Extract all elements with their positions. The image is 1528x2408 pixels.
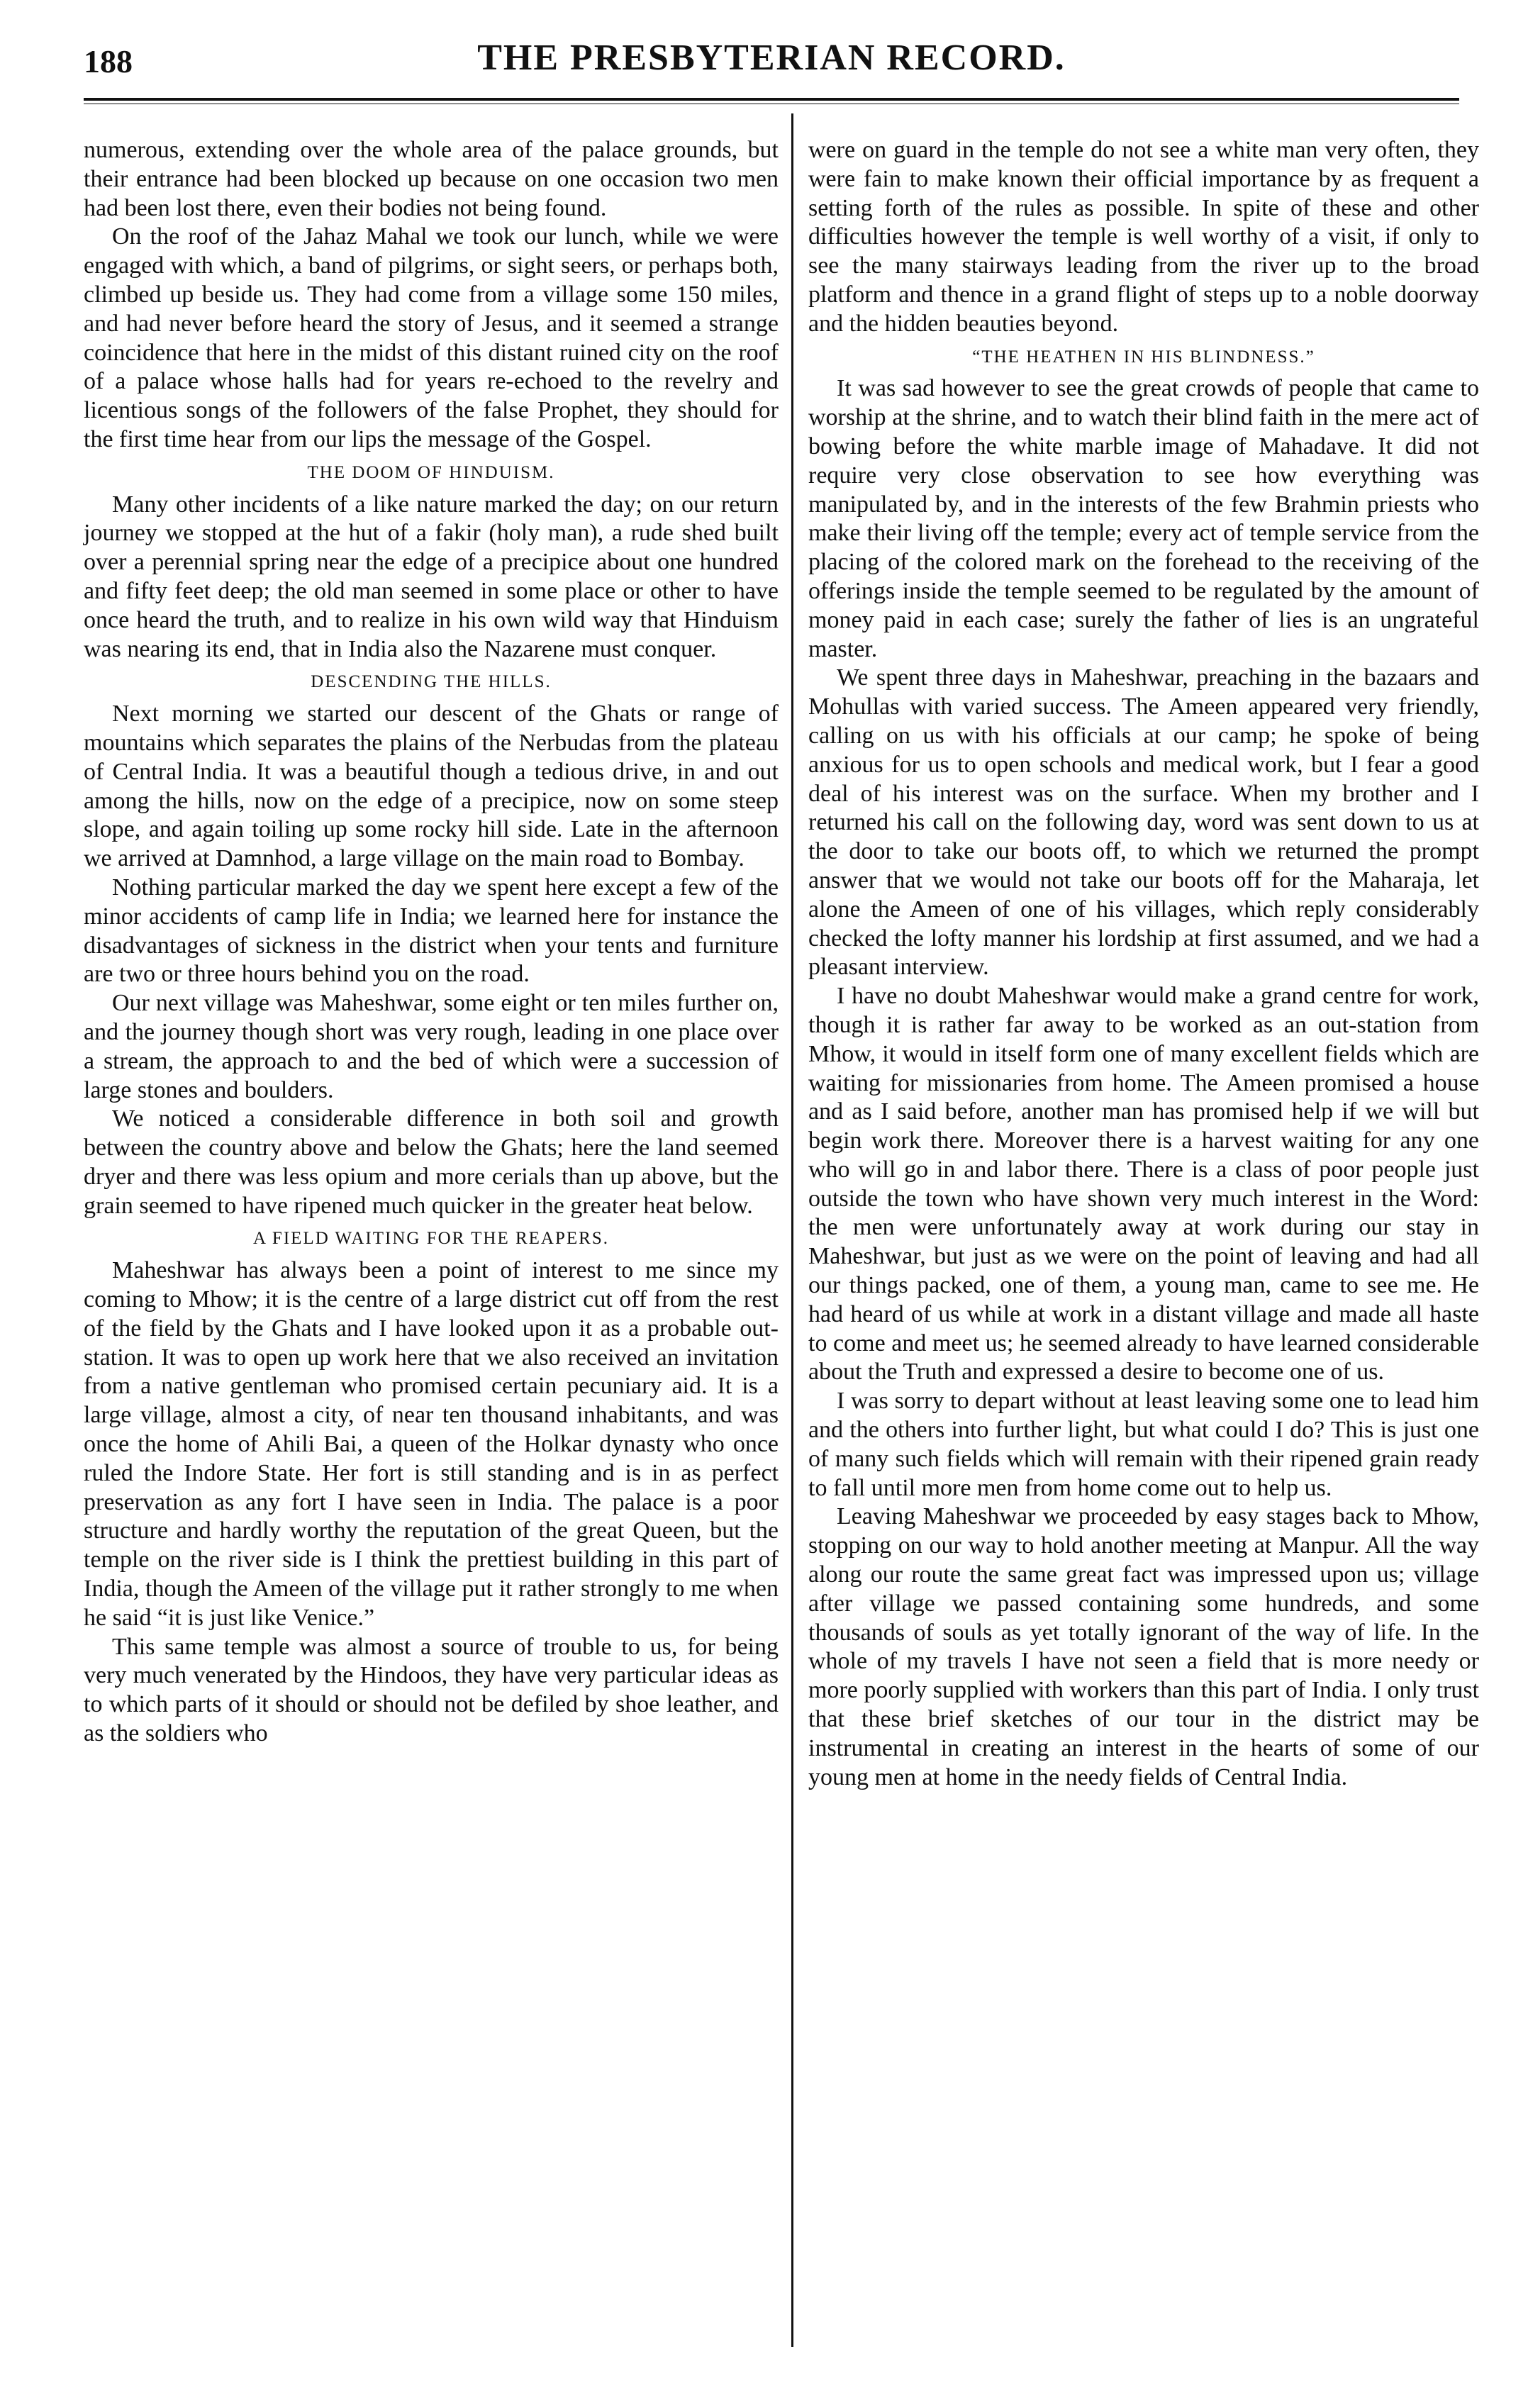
header-rule (84, 98, 1459, 101)
paragraph: It was sad however to see the great crowds of people that came to worship at the shrine, and to watch their blind faith in the mere act of bowing before the white marble image of Mahadave. It did not require very close observation to see how everything was manipulated by, and in the interests of the few Brahmin priests who make their living off the temple; every act of temple service from the placing of the colored mark on the forehead to the receiving of the offerings inside the temple seemed to be regulated by the amount of money paid in each case; surely the father of lies is an ungrateful master. (808, 375, 1479, 662)
paragraph: On the roof of the Jahaz Mahal we took our lunch, while we were engaged with which, a band of pilgrims, or sight seers, or perhaps both, climbed up beside us. They had come from a village some 150 miles, and had never before heard the story of Jesus, and it seemed a strange coincidence that here in the midst of this distant ruined city on the roof of a palace whose halls had for years re-echoed to the revelry and licentious songs of the followers of the false Prophet, they should for the first time hear from our lips the message of the Gospel. (84, 223, 779, 452)
paragraph: Nothing particular marked the day we spent here except a few of the minor accidents of camp life in India; we learned here for instance the disadvantages of sickness in the district when your tents and furniture are two or three hours behind you on the road. (84, 874, 779, 988)
paragraph: Maheshwar has always been a point of interest to me since my coming to Mhow; it is the centre of a large district cut off from the rest of the field by the Ghats and I have looked upon it as a probable out-station. It was to open up work here that we also received an invitation from a native gentleman who promised certain pecuniary aid. It is a large village, almost a city, of near ten thousand inhabitants, and was once the home of Ahili Bai, a queen of the Holkar dynasty who once ruled the Indore State. Her fort is still standing and is in as perfect preservation as any fort I have seen in India. The palace is a poor structure and hardly worthy the reputation of the great Queen, but the temple on the river side is I think the prettiest building in this part of India, though the Ameen of the village put it rather strongly to me when he said “it is just like Venice.” (84, 1257, 779, 1631)
paragraph: We spent three days in Maheshwar, preaching in the bazaars and Mohullas with varied success. The Ameen appeared very friendly, calling on us with his officials at our camp; he spoke of being anxious for us to open schools and medical work, but I fear a good deal of his interest was on the surface. When my brother and I returned his call on the following day, word was sent down to us at the door to take our boots off, to which we returned the prompt answer that we would not take our boots off for the Maharaja, let alone the Ameen of one of his villages, which reply considerably checked the lofty manner his lordship at first assumed, and we had a pleasant interview. (808, 664, 1479, 981)
right-column (808, 136, 1479, 1792)
paragraph: Many other incidents of a like nature marked the day; on our return journey we stopped at the hut of a fakir (holy man), a rude shed built over a perennial spring near the edge of a precipice about one hundred and fifty feet deep; the old man seemed in some place or other to have once heard the truth, and to realize in his own wild way that Hinduism was nearing its end, that in India also the Nazarene must conquer. (84, 491, 779, 662)
paragraph: We noticed a considerable difference in both soil and growth between the country above and below the Ghats; here the land seemed dryer and there was less opium and more cerials than up above, but the grain seemed to have ripened much quicker in the greater heat below. (84, 1105, 779, 1219)
paragraph: were on guard in the temple do not see a white man very often, they were fain to make known their official importance by as frequent a setting forth of the rules as possible. In spite of these and other difficulties however the temple is well worthy of a visit, if only to see the many stairways leading from the river up to the broad platform and thence in a grand flight of steps up to a noble doorway and the hidden beauties beyond. (808, 137, 1479, 337)
running-title: THE PRESBYTERIAN RECORD. (477, 38, 1066, 78)
paragraph: I was sorry to depart without at least leaving some one to lead him and the others into further light, but what could I do? This is just one of many such fields which will remain with their ripened grain ready to fall until more men from home come out to help us. (808, 1388, 1479, 1501)
paragraph: numerous, extending over the whole area of the palace grounds, but their entrance had been blocked up because on one occasion two men had been lost there, even their bodies not being found. (84, 137, 779, 221)
page-number: 188 (84, 43, 133, 79)
section-heading: “THE HEATHEN IN HIS BLINDNESS.” (972, 347, 1315, 367)
section-heading: THE DOOM OF HINDUISM. (307, 462, 555, 482)
paragraph: This same temple was almost a source of trouble to us, for being very much venerated by the Hindoos, they have very particular ideas as to which parts of it should or should not be defiled by shoe leather, and as the soldiers who (84, 1633, 779, 1747)
left-column (84, 136, 779, 1749)
page-header (84, 37, 1459, 87)
paragraph: Next morning we started our descent of the Ghats or range of mountains which separates the plains of the Nerbudas from the plateau of Central India. It was a beautiful though a tedious drive, in and out among the hills, now on the edge of a precipice, now on some steep slope, and again toiling up some rocky hill side. Late in the afternoon we arrived at Damnhod, a large village on the main road to Bombay. (84, 701, 779, 872)
section-heading: DESCENDING THE HILLS. (311, 672, 552, 692)
paragraph: Leaving Maheshwar we proceeded by easy stages back to Mhow, stopping on our way to hold another meeting at Manpur. All the way along our route the same great fact was impressed upon us; village after village we passed containing some hundreds, and some thousands of souls as yet totally ignorant of the way of life. In the whole of my travels I have not seen a field that is more needy or more poorly supplied with workers than this part of India. I only trust that these brief sketches of our tour in the district may be instrumental in creating an interest in the hearts of some of our young men at home in the needy fields of Central India. (808, 1503, 1479, 1790)
section-heading: A FIELD WAITING FOR THE REAPERS. (253, 1229, 609, 1249)
paragraph: I have no doubt Maheshwar would make a grand centre for work, though it is rather far away to be worked as an out-station from Mhow, it would in itself form one of many excellent fields which are waiting for missionaries from home. The Ameen promised a house and as I said before, another man has promised help if we will but begin work there. Moreover there is a harvest waiting for any one who will go in and labor there. There is a class of poor people just outside the town who have shown very much interest in the Word: the men were unfortunately away at work during our stay in Maheshwar, but just as we were on the point of leaving and had all our things packed, one of them, a young man, came to see me. He had heard of us while at work in a distant village and made all haste to come and meet us; he seemed already to have learned considerable about the Truth and expressed a desire to become one of us. (808, 983, 1479, 1386)
paragraph: Our next village was Maheshwar, some eight or ten miles further on, and the journey though short was very rough, leading in one place over a stream, the approach to and the bed of which were a succession of large stones and boulders. (84, 990, 779, 1103)
column-divider (791, 113, 793, 2347)
